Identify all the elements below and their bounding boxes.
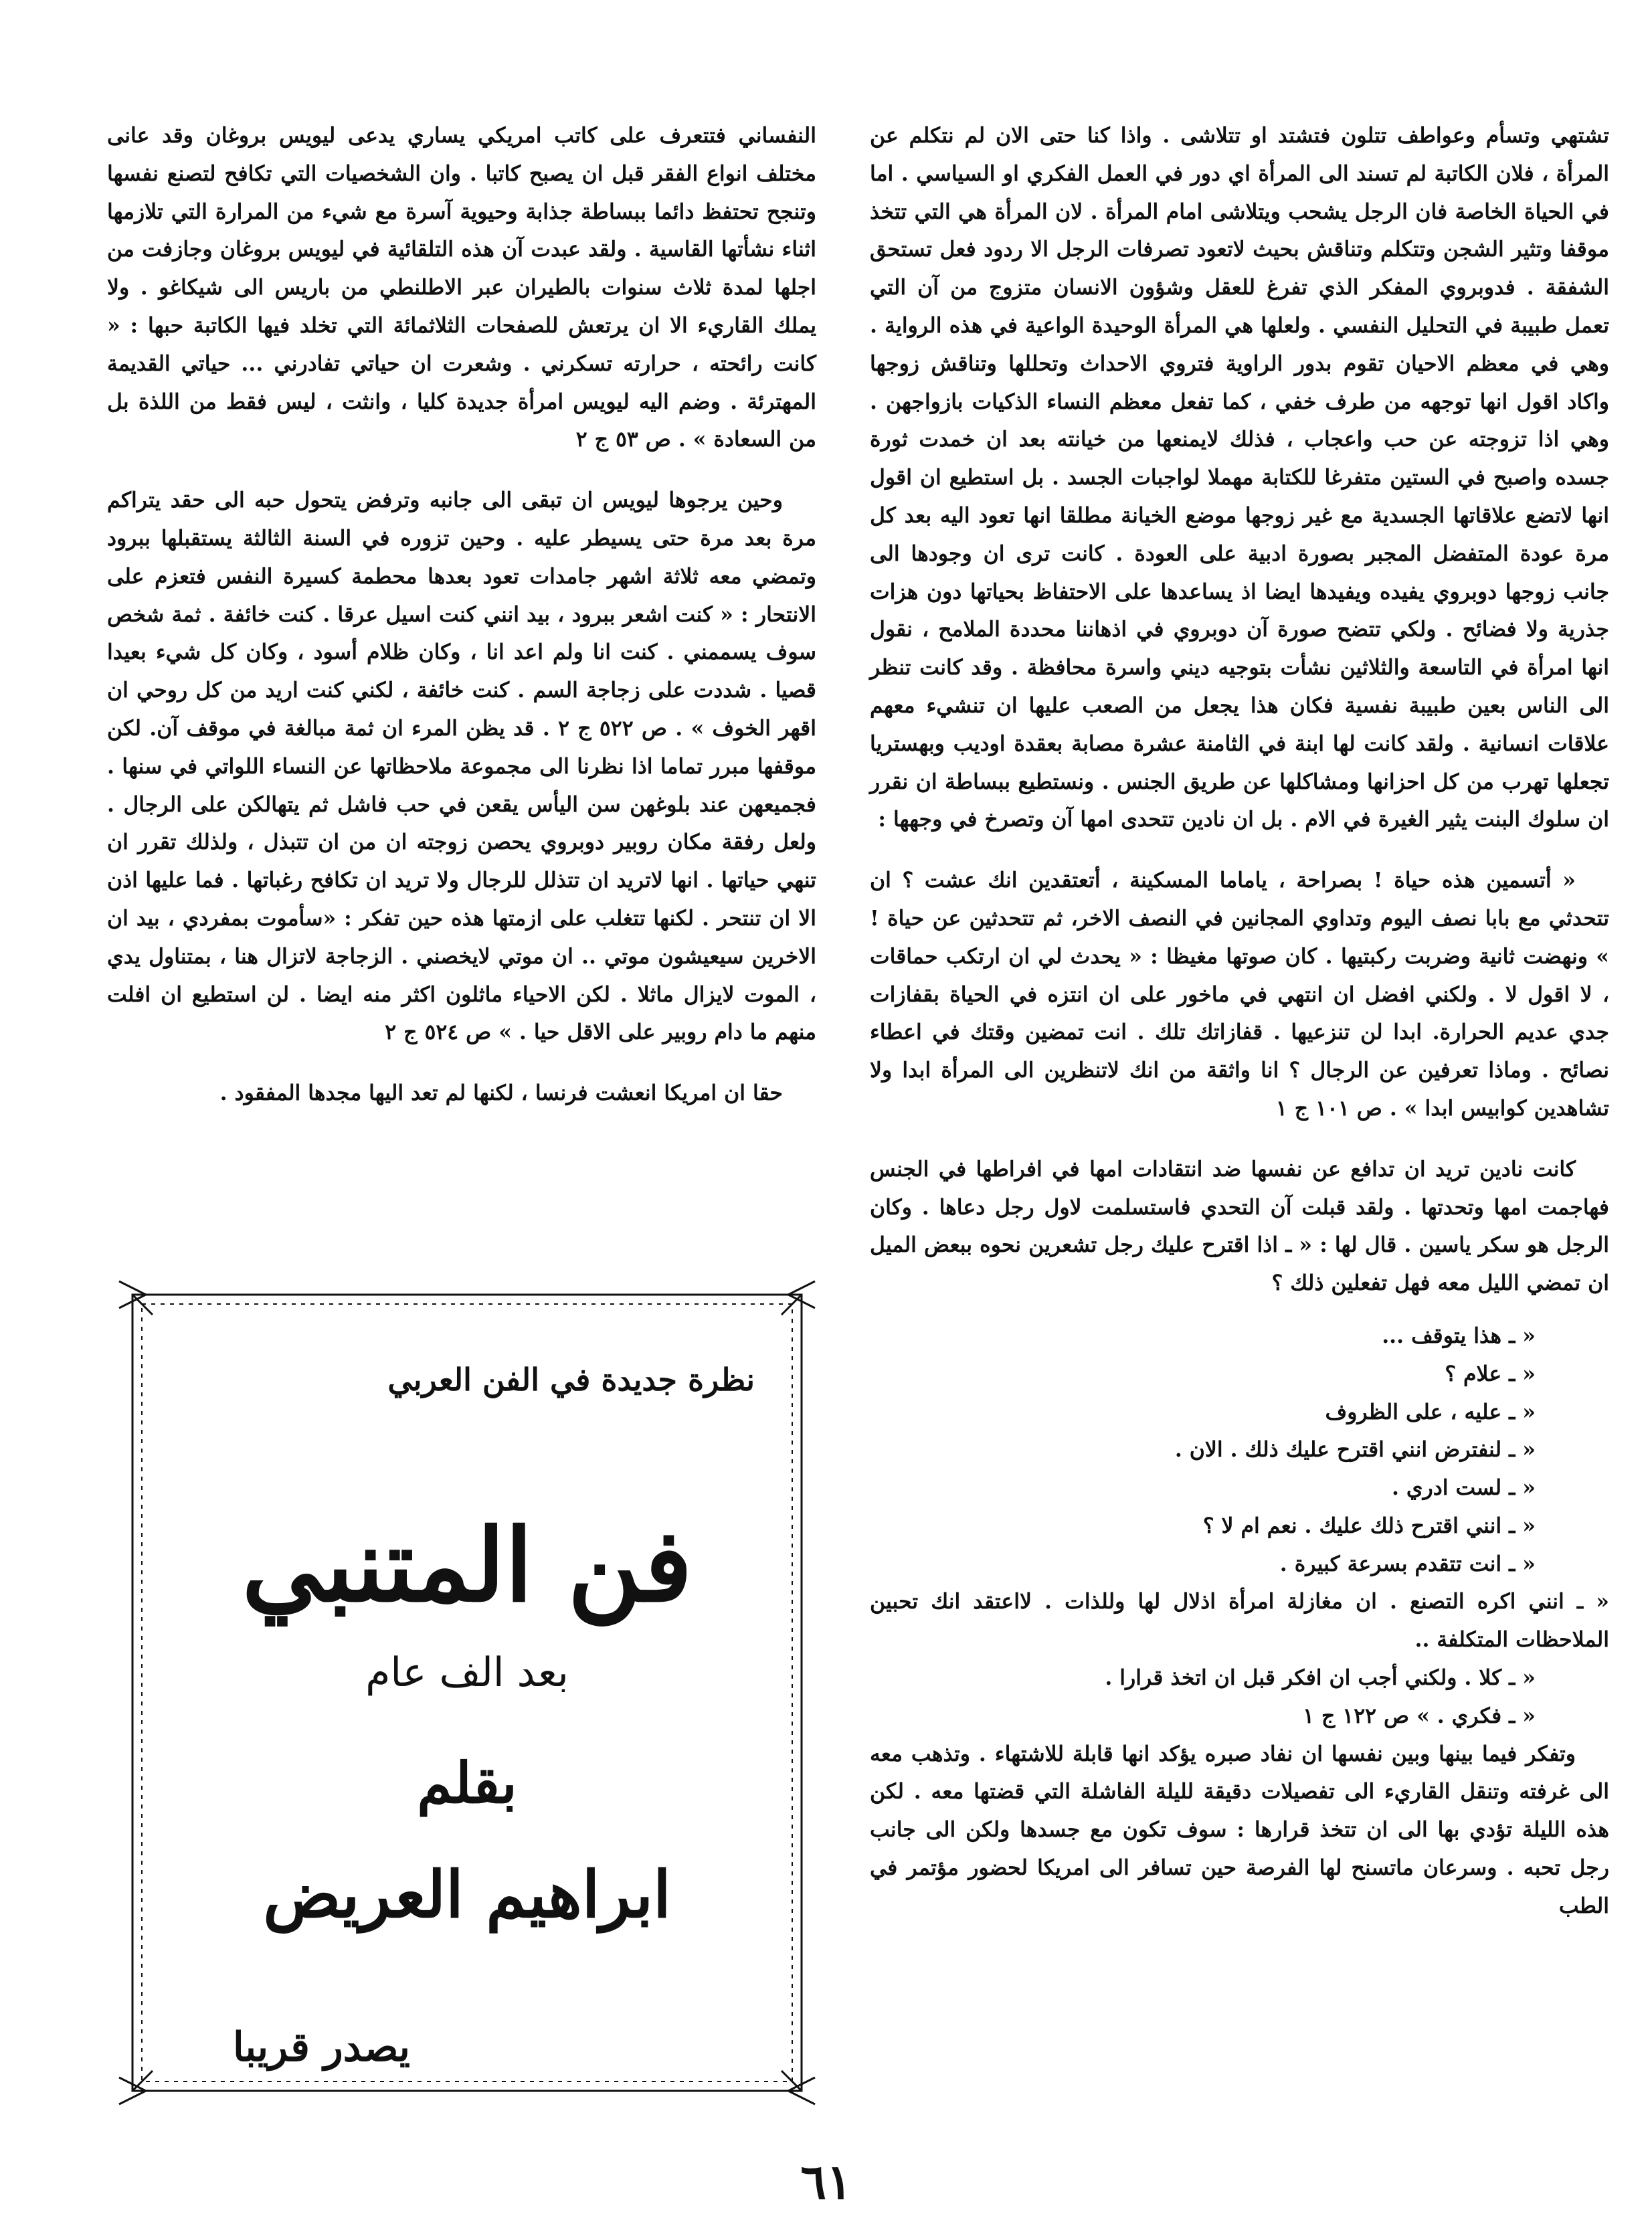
paragraph: تشتهي وتسأم وعواطف تتلون فتشتد او تتلاشى . واذا كنا حتى الان لم نتكلم عن المرأة ، فلان الكاتبة لم تسند الى المرأة اي دور في العمل الفكري او السياسي . اما في الحياة الخاصة فان الرجل يشحب ويتلاشى امام المرأة . لان المرأة هي التي تتخذ موقفا وتثير الشجن وتتكلم وتناقش بحيث لاتعود تصرفات الرجل الا ردود فعل تستحق الشفقة . فدوبروي المفكر الذي تفرغ للعقل وشؤون الانسان متزوج من آن التي تعمل طبيبة في التحليل النفسي . ولعلها هي المرأة الوحيدة الواعية في هذه الرواية . وهي في معظم الاحيان تقوم بدور الراوية فتروي الاحداث وتحللها وتناقش زوجها واكاد اقول انها توجهه من طرف خفي ، كما تفعل معظم النساء الذكيات بازواجهن . وهي اذا تزوجته عن حب واعجاب ، فذلك لايمنعها من خيانته بعد ان خمدت ثورة جسده واصبح في الستين متفرغا للكتابة مهملا لواجبات الجسد . بل استطيع ان اقول انها لاتضع علاقاتها الجسدية مع غير زوجها موضع الخيانة مطلقا انها تعود اليه بعد كل مرة عودة المتفضل المجبر بصورة ادبية على العودة . كانت ترى ان وجودها الى جانب زوجها دوبروي يفيده ويفيدها ايضا اذ يساعدها على الاحتفاظ بحياتها دون هزات جذرية ولا فضائح . ولكي تتضح صورة آن دوبروي في اذهاننا محددة الملامح ، نقول انها امرأة في التاسعة والثلاثين نشأت بتوجيه ديني واسرة محافظة . وقد كانت تنظر الى الناس بعين طبيبة نفسية فكان هذا يجعل من الصعب عليها ان تنشيء معهم علاقات انسانية . ولقد كانت لها ابنة في الثامنة عشرة مصابة بعقدة اوديب وبهستريا تجعلها تهرب من كل احزانها ومشاكلها عن طريق الجنس . ونستطيع ببساطة ان نقرر ان سلوك البنت يثير الغيرة في الام . بل ان نادين تتحدى امها آن وتصرخ في وجهها : — [870, 123, 1610, 832]
dialog-line: « ـ لست ادري . — [1391, 1475, 1536, 1501]
paragraph: وتفكر فيما بينها وبين نفسها ان نفاد صبره يؤكد انها قابلة للاشتهاء . وتذهب معه الى غرفته وتنقل القاريء الى تفصيلات دقيقة لليلة الفاشلة التي قضتها معه . لكن هذه الليلة تؤدي بها الى ان تتخذ قرارها : سوف تكون مع جسدها ولكن الى جانب رجل تحبه . وسرعان ماتسنح لها الفرصة حين تسافر الى امريكا لحضور مؤتمر في الطب — [870, 1741, 1609, 1918]
dialog-line: « ـ هذا يتوقف ... — [1382, 1323, 1536, 1348]
dialog-line: « ـ فكري . » ص ١٢٢ ج ١ — [1303, 1703, 1536, 1728]
paragraph: النفساني فتتعرف على كاتب امريكي يساري يدعى ليويس بروغان وقد عانى مختلف انواع الفقر قبل ان يصبح كاتبا . وان الشخصيات التي تكافح لتصنع نفسها وتنجح تحتفظ دائما ببساطة جذابة وحيوية آسرة مع شيء من المرارة التي تلازمها اثناء نشأتها القاسية . ولقد عبدت آن هذه التلقائية في ليويس بروغان وجازفت من اجلها لمدة ثلاث سنوات بالطيران عبر الاطلنطي من باريس الى شيكاغو . ولا يملك القاريء الا ان يرتعش للصفحات الثلاثمائة التي تخلد فيها الكاتبة حبها : « كانت رائحته ، حرارته تسكرني . وشعرت ان حياتي تفادرني ... حياتي القديمة المهترئة . وضم اليه ليويس امرأة جديدة كليا ، وانثت ، ليس فقط من اللذة بل من السعادة » . ص ٥٣ ج ٢ — [107, 123, 816, 452]
dialog-line: « ـ انت تتقدم بسرعة كبيرة . — [1279, 1551, 1536, 1576]
quote-paragraph: « أتسمين هذه حياة ! بصراحة ، ياماما المسكينة ، أتعتقدين انك عشت ؟ ان تتحدثي مع بابا نصف اليوم وتداوي المجانين في النصف الاخر، ثم تتحدثين عن حياة ! » ونهضت ثانية وضربت ركبتيها . كان صوتها مغيظا : « يحدث لي ان ارتكب حماقات ، لا اقول لا . ولكني افضل ان انتهي في ماخور على ان انتزه في الحياة بقفازات جدي عديم الحرارة. ابدا لن تنزعيها . قفازاتك تلك . انت تمضين وقتك في اعطاء نصائح . وماذا تعرفين عن الرجال ؟ انا واثقة من انك لاتنظرين الى المرأة ابدا ولا تشاهدين كوابيس ابدا » . ص ١٠١ ج ١ — [870, 868, 1609, 1121]
dialog-line: « ـ انني اقترح ذلك عليك . نعم ام لا ؟ — [1202, 1513, 1536, 1538]
dialog-line: « ـ علام ؟ — [1445, 1361, 1536, 1386]
page-number: ٦١ — [800, 2153, 852, 2210]
paragraph: كانت نادين تريد ان تدافع عن نفسها ضد انتقادات امها في افراطها في الجنس فهاجمت امها وتحدتها . ولقد قبلت آن التحدي فاستسلمت لاول رجل دعاها . وكان الرجل هو سكر ياسين . قال لها : « ـ اذا اقترح عليك رجل تشعرين نحوه ببعض الميل ان تمضي الليل معه فهل تفعلين ذلك ؟ — [870, 1156, 1609, 1296]
byline-label: بقلم — [417, 1750, 517, 1816]
coming-soon-label: يصدر قريبا — [233, 2024, 410, 2071]
dialog-line: « ـ عليه ، على الظروف — [1325, 1399, 1536, 1424]
dialog-lines — [870, 1317, 1609, 1584]
paragraph: حقا ان امريكا انعشت فرنسا ، لكنها لم تعد اليها مجدها المفقود . — [219, 1081, 783, 1106]
dialog-line: « ـ كلا . ولكني أجب ان افكر قبل ان اتخذ قرارا . — [1105, 1665, 1536, 1691]
dialog-line: « ـ لنفترض انني اقترح عليك ذلك . الان . — [1174, 1437, 1536, 1463]
book-title: فن المتنبي — [242, 1507, 693, 1625]
paragraph: وحين يرجوها ليويس ان تبقى الى جانبه وترفض يتحول حبه الى حقد يتراكم مرة بعد مرة حتى يسيطر عليه . وحين تزوره في السنة الثالثة يستقبلها ببرود وتمضي معه ثلاثة اشهر جامدات تعود بعدها محطمة كسيرة النفس فتعزم على الانتحار : « كنت اشعر ببرود ، بيد انني كنت اسيل عرقا . كنت خائفة . ثمة شخص سوف يسممني . كنت انا ولم اعد انا ، وكان ظلام أسود ، وكان كل شيء بعيدا قصيا . شددت على زجاجة السم . كنت خائفة ، لكني كنت اريد من كل روحي ان اقهر الخوف » . ص ٥٢٢ ج ٢ . قد يظن المرء ان ثمة مبالغة في موقف آن. لكن موقفها مبرر تماما اذا نظرنا الى مجموعة ملاحظاتها عن النساء اللواتي في سنها . فجميعهن عند بلوغهن سن اليأس يقعن في حب فاشل ثم يتهالكن على الرجال . ولعل رفقة مكان روبير دوبروي يحصن زوجته ان من ان تتبذل ، ولذلك تقرر ان تنهي حياتها . انها لاتريد ان تتذلل للرجال ولا تريد ان تكافح رغباتها . فما عليها اذن الا ان تنتحر . لكنها تتغلب على ازمتها هذه حين تفكر : «سأموت بمفردي ، بيد ان الاخرين سيعيشون موتي .. ان موتي لايخصني . الزجاجة لاتزال هنا ، بمتناول يدي ، الموت لايزال ماثلا . لكن الاحياء ماثلون اكثر منه ايضا . لن استطيع ان افلت منهم ما دام روبير على الاقل حيا . » ص ٥٢٤ ج ٢ — [107, 488, 816, 1045]
advertisement-content — [153, 1315, 782, 2071]
book-advertisement — [112, 1275, 822, 2111]
book-subtitle: بعد الف عام — [365, 1649, 569, 1696]
author-name: ابراهيم العريض — [263, 1857, 671, 1932]
ad-subtitle: نظرة جديدة في الفن العربي — [387, 1362, 755, 1398]
paragraph: « ـ انني اكره التصنع . ان مغازلة امرأة اذلال لها وللذات . لااعتقد انك تحبين الملاحظات المتكلفة .. — [870, 1589, 1609, 1653]
left-column — [107, 117, 816, 1113]
right-column — [870, 117, 1609, 1926]
dialog-lines — [870, 1659, 1609, 1736]
